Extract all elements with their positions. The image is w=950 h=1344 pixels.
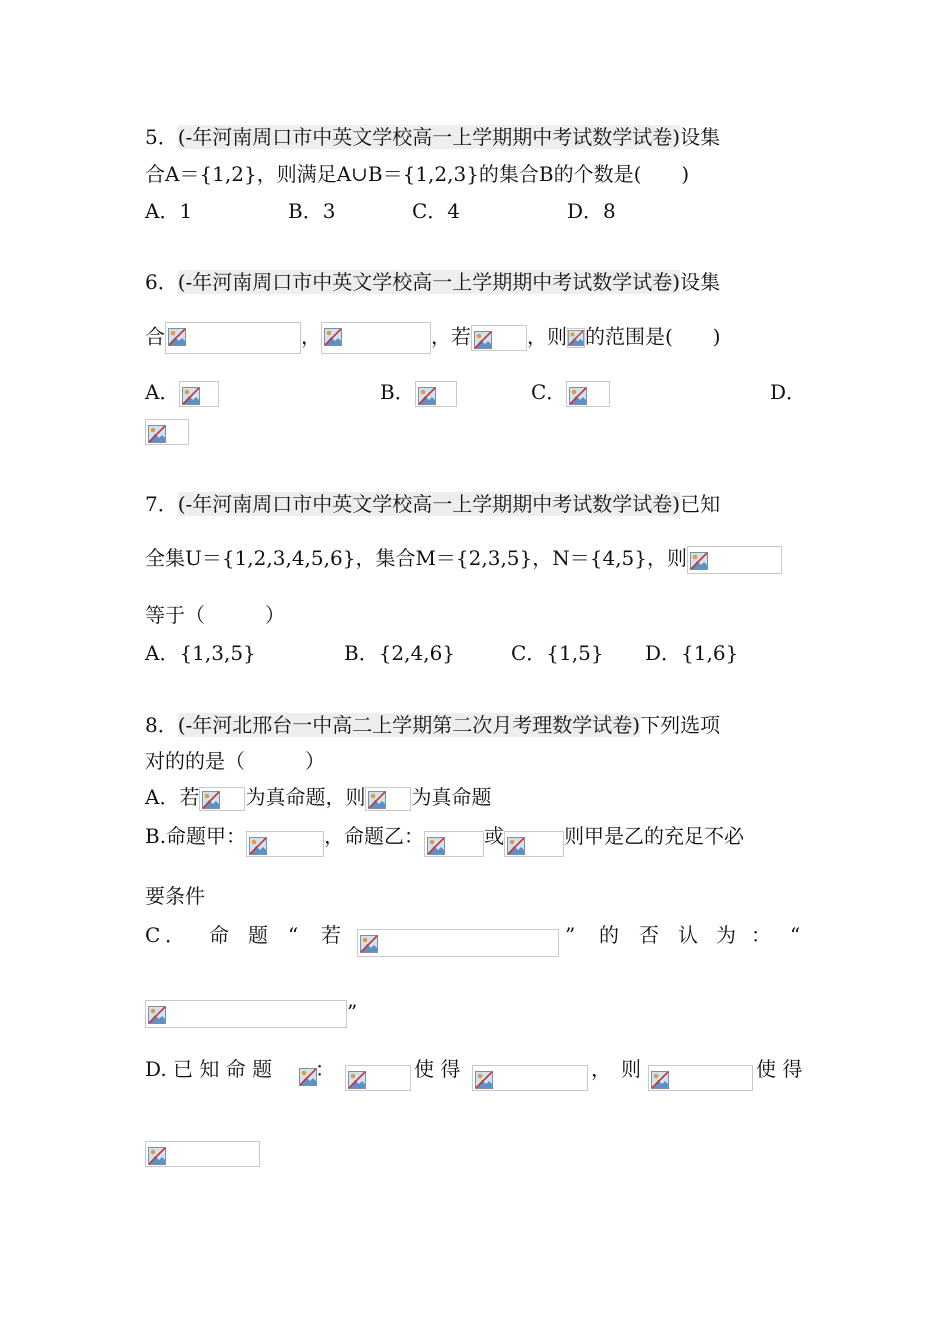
option-text: 否: [639, 923, 659, 947]
broken-image-icon: [324, 328, 342, 346]
stem-text: 已知: [680, 492, 721, 516]
formula-image: [145, 1000, 347, 1028]
q5-options: [145, 197, 845, 225]
formula-image: [145, 1141, 260, 1167]
broken-image-icon: [168, 328, 186, 346]
broken-image-icon: [148, 425, 166, 443]
formula-image: [357, 929, 559, 957]
option-c: C．4: [412, 199, 461, 223]
option-text: 或: [484, 824, 505, 848]
stem-text: 合: [145, 324, 165, 349]
question-source: (-年河南周口市中英文学校高一上学期期中考试数学试卷): [177, 492, 681, 516]
option-text: 使 得: [756, 1057, 803, 1081]
formula-image: [504, 831, 564, 857]
option-text: 为真命题: [411, 785, 492, 809]
stem-text: ，若: [431, 324, 471, 349]
broken-image-icon: [360, 935, 378, 953]
question-number: 5．: [145, 125, 178, 149]
broken-image-icon: [690, 552, 708, 570]
option-c: [531, 378, 610, 407]
option-text: ：: [315, 1057, 335, 1081]
formula-image: [179, 381, 219, 407]
broken-image-icon: [474, 331, 492, 349]
broken-image-icon: [569, 387, 587, 405]
stem-text: 下列选项: [640, 713, 721, 737]
option-b: B．3: [288, 199, 336, 223]
option-d: D．8: [567, 199, 616, 223]
broken-image-icon: [568, 330, 584, 346]
q8-option-b: [145, 822, 744, 862]
stem-text: 设集: [680, 125, 721, 149]
broken-image-icon: [148, 1006, 166, 1024]
option-text: 若: [321, 923, 341, 947]
formula-image: [145, 419, 189, 445]
formula-image: [687, 546, 782, 574]
q6-stem-line1: [145, 268, 720, 296]
stem-text: 全集U＝{1,2,3,4,5,6}，集合M＝{2,3,5}，N＝{4,5}，则: [145, 546, 688, 570]
q5-stem-line1: [145, 123, 720, 151]
option-b: [380, 378, 457, 407]
q8-option-d-line2: [145, 1138, 260, 1168]
formula-image: [471, 325, 527, 351]
option-a: A．1: [145, 199, 193, 223]
broken-image-icon: [418, 387, 436, 405]
option-text: 的: [599, 923, 619, 947]
question-number: 6．: [145, 270, 178, 294]
option-text: D. 已 知 命 题: [145, 1057, 273, 1081]
option-text: 题: [248, 923, 268, 947]
broken-image-icon: [651, 1071, 669, 1089]
formula-image: [566, 381, 610, 407]
option-text: ”: [347, 1000, 358, 1024]
stem-text: ，: [301, 324, 321, 349]
broken-image-icon: [348, 1071, 366, 1089]
broken-image-icon: [475, 1071, 493, 1089]
option-text: ”: [565, 923, 576, 947]
q8-option-c-line1: [145, 921, 807, 961]
stem-text: ，则: [527, 324, 567, 349]
question-source: (-年河南周口市中英文学校高一上学期期中考试数学试卷): [177, 125, 681, 149]
formula-image: [415, 381, 457, 407]
option-text: ．: [165, 923, 185, 947]
formula-image: [648, 1065, 753, 1091]
option-text: A．若: [145, 785, 200, 809]
q8-option-d-line1: [145, 1055, 807, 1095]
option-text: C: [145, 923, 161, 947]
option-text: 命: [209, 923, 229, 947]
q8-option-c-line2: [145, 998, 357, 1034]
option-text: 认: [678, 923, 698, 947]
formula-image: [246, 831, 324, 857]
broken-image-icon: [507, 837, 525, 855]
question-number: 7．: [145, 492, 178, 516]
q6-stem-line2: [145, 322, 721, 362]
question-source: (-年河南周口市中英文学校高一上学期期中考试数学试卷): [177, 270, 681, 294]
q5-stem-line2: 合A＝{1,2}，则满足A∪B＝{1,2,3}的集合B的个数是( ): [145, 162, 690, 186]
question-source: (-年河北邢台一中高二上学期第二次月考理数学试卷): [177, 713, 641, 737]
option-text: “: [790, 923, 801, 947]
broken-image-icon: [368, 791, 386, 809]
stem-text: 的范围是( ): [585, 324, 721, 349]
formula-image: [567, 328, 585, 348]
option-a: [145, 378, 219, 407]
q6-options: [145, 378, 807, 406]
q8-stem-line1: [145, 711, 720, 739]
stem-text: 设集: [680, 270, 721, 294]
option-c: C．{1,5}: [511, 641, 604, 665]
formula-image: [472, 1065, 588, 1091]
q8-option-a: [145, 783, 491, 811]
option-text: B.命题甲：: [145, 824, 247, 848]
option-a: A．{1,3,5}: [145, 641, 256, 665]
broken-image-icon: [249, 837, 267, 855]
option-d: D．{1,6}: [645, 641, 739, 665]
broken-image-icon: [148, 1147, 166, 1165]
option-text: ， 则: [591, 1057, 641, 1081]
question-number: 8．: [145, 713, 178, 737]
option-text: 则甲是乙的充足不必: [564, 824, 745, 848]
option-text: ，命题乙：: [324, 824, 425, 848]
option-d-label: D．: [770, 380, 807, 404]
option-text: “: [288, 923, 299, 947]
q7-stem-line2: [145, 544, 782, 578]
option-b: B．{2,4,6}: [344, 641, 456, 665]
formula-image: [165, 322, 301, 354]
q6-option-d-image-line: [145, 416, 189, 444]
broken-image-icon: [427, 837, 445, 855]
broken-image-icon: [182, 387, 200, 405]
option-label: B．: [380, 380, 415, 404]
q8-option-b-line2: 要条件: [145, 884, 205, 908]
option-label: A．: [145, 380, 180, 404]
option-label: C．: [531, 380, 567, 404]
broken-image-icon: [202, 791, 220, 809]
formula-image: [199, 787, 245, 811]
option-text: ：: [751, 923, 771, 947]
option-text: 为真命题，则: [245, 785, 366, 809]
q7-options: [145, 639, 845, 667]
option-text: 为: [716, 923, 736, 947]
formula-image: [321, 322, 431, 354]
option-text: 使 得: [414, 1057, 461, 1081]
q8-stem-line2: 对的的是（ ）: [145, 749, 325, 773]
formula-image: [424, 831, 484, 857]
formula-image: [345, 1065, 411, 1091]
q7-stem-line3: 等于（ ）: [145, 603, 285, 627]
formula-image: [365, 787, 411, 811]
q7-stem-line1: [145, 490, 720, 518]
